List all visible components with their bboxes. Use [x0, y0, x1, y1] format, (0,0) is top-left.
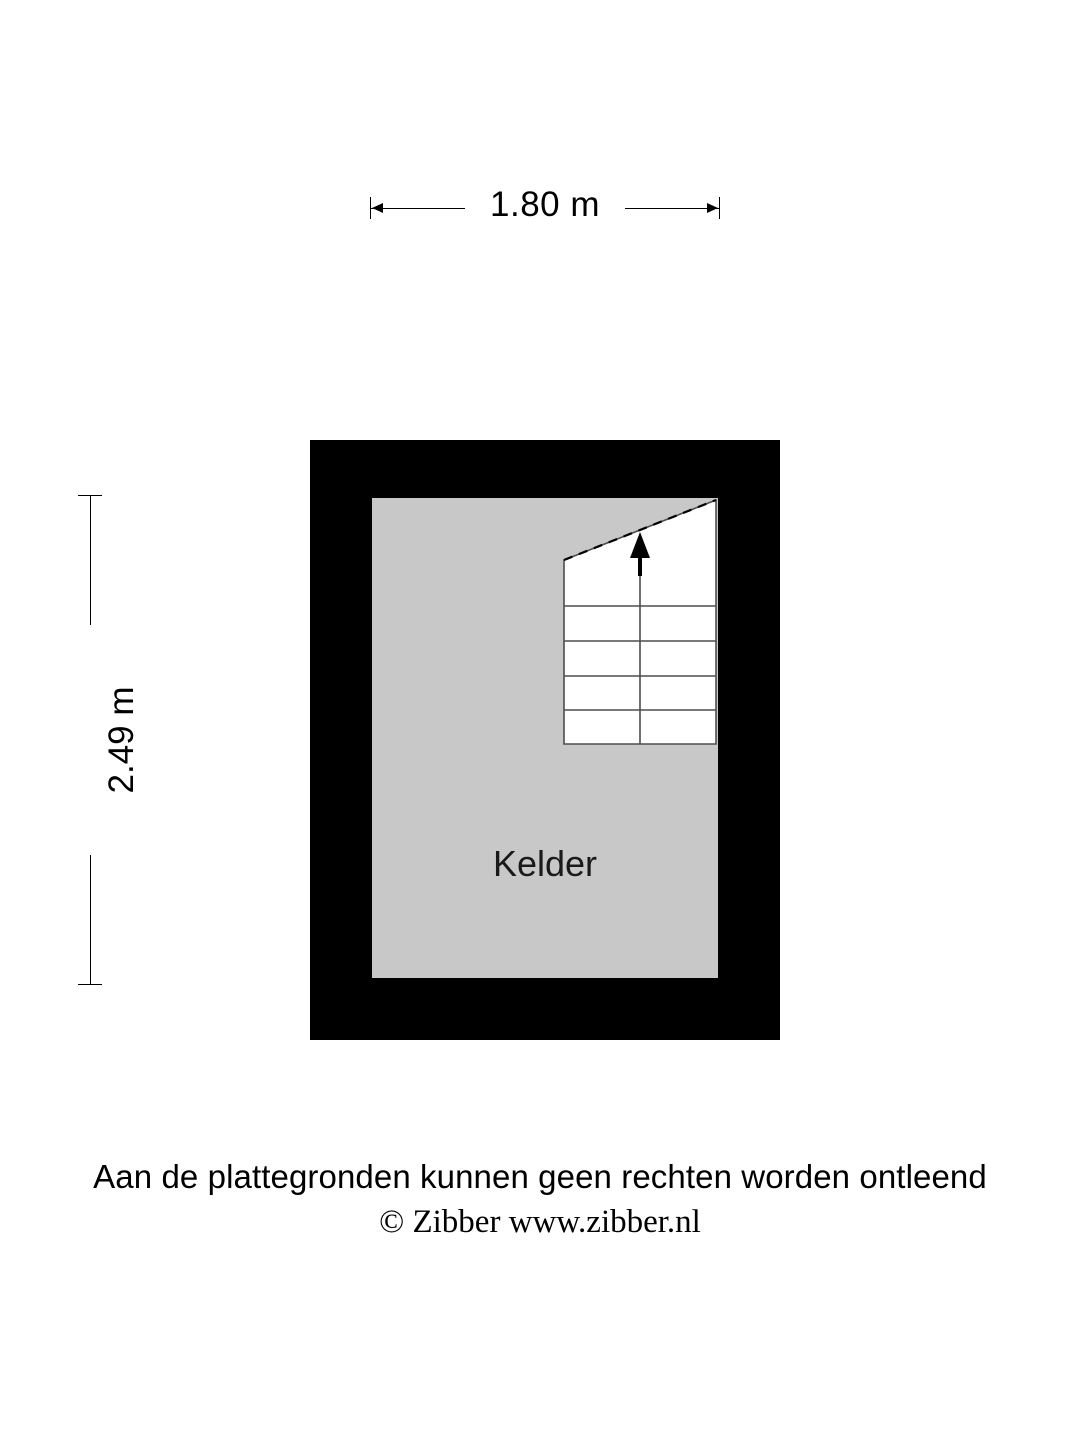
- width-dimension: [370, 185, 720, 240]
- footer: [0, 1158, 1080, 1241]
- height-dimension-label: 2.49 m: [102, 686, 141, 794]
- staircase: [562, 498, 718, 746]
- staircase-graphic: [562, 498, 718, 746]
- height-dimension: [62, 495, 182, 985]
- footer-disclaimer: Aan de plattegronden kunnen geen rechten worden ontleend: [93, 1158, 987, 1195]
- room-label-kelder: Kelder: [492, 843, 598, 884]
- footer-copyright: © Zibber www.zibber.nl: [379, 1204, 701, 1240]
- width-dimension-label: 1.80 m: [490, 185, 600, 224]
- floor-plan: [310, 440, 780, 1040]
